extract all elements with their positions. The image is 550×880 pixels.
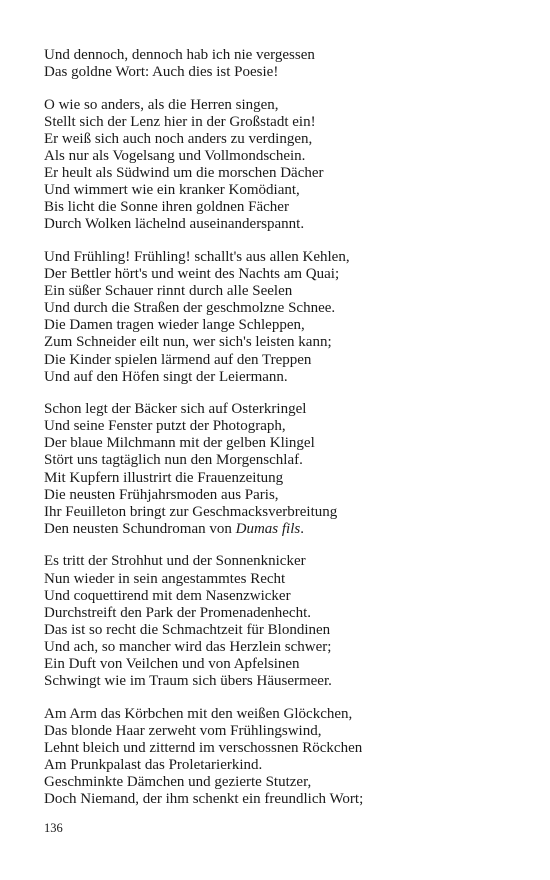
poem-text xyxy=(44,47,524,824)
poem-line: Ihr Feuilleton bringt zur Geschmacksverbreitung xyxy=(44,503,338,520)
poem-line: Geschminkte Dämchen und gezierte Stutzer, xyxy=(44,774,312,791)
page-number: 136 xyxy=(44,821,63,835)
poem-line: Ein süßer Schauer rinnt durch alle Seelen xyxy=(44,283,293,300)
poem-line: Und dennoch, dennoch hab ich nie vergessen xyxy=(44,47,315,63)
poem-line: Als nur als Vogelsang und Vollmondschein. xyxy=(44,147,306,164)
poem-line: Ein Duft von Veilchen und von Apfelsinen xyxy=(44,656,300,672)
poem-line: Zum Schneider eilt nun, wer sich's leisten kann; xyxy=(44,334,332,351)
stanza-6 xyxy=(44,706,524,809)
poem-line: Nun wieder in sein angestammtes Recht xyxy=(44,570,286,587)
poem-line: Und ach, so mancher wird das Herzlein schwer; xyxy=(44,638,332,655)
italic-title: Dumas fils xyxy=(235,520,301,537)
poem-line: Und durch die Straßen der geschmolzne Schnee. xyxy=(44,300,336,317)
poem-line: Doch Niemand, der ihm schenkt ein freundlich Wort; xyxy=(44,791,364,808)
poem-line: Mit Kupfern illustrirt die Frauenzeitung xyxy=(44,469,284,486)
poem-line: Am Arm das Körbchen mit den weißen Glöckchen, xyxy=(44,705,353,722)
poem-line: Bis licht die Sonne ihren goldnen Fächer xyxy=(44,199,289,216)
stanza-3 xyxy=(44,249,524,386)
poem-line: Das ist so recht die Schmachtzeit für Blondinen xyxy=(44,621,331,638)
poem-line: Schwingt wie im Traum sich übers Häusermeer. xyxy=(44,673,332,690)
poem-line: Das blonde Haar zerweht vom Frühlingswind, xyxy=(44,722,322,739)
poem-line: Und auf den Höfen singt der Leiermann. xyxy=(44,368,288,385)
poem-line: Und Frühling! Frühling! schallt's aus allen Kehlen, xyxy=(44,248,350,265)
poem-line xyxy=(44,521,524,538)
poem-line: Schon legt der Bäcker sich auf Osterkringel xyxy=(44,401,307,418)
stanza-4 xyxy=(44,401,524,538)
line-punctuation: . xyxy=(300,520,304,537)
poem-line: Und wimmert wie ein kranker Komödiant, xyxy=(44,182,300,199)
poem-line: Und seine Fenster putzt der Photograph, xyxy=(44,418,286,435)
poem-line: Die Damen tragen wieder lange Schleppen, xyxy=(44,317,305,334)
poem-line: Der blaue Milchmann mit der gelben Klingel xyxy=(44,435,315,452)
line-text: Den neusten Schundroman von xyxy=(44,520,236,537)
poem-line: Durchstreift den Park der Promenadenhecht. xyxy=(44,604,311,621)
poem-line: Es tritt der Strohhut und der Sonnenknicker xyxy=(44,553,306,570)
poem-line: Stört uns tagtäglich nun den Morgenschlaf. xyxy=(44,452,303,469)
poem-line: Der Bettler hört's und weint des Nachts am Quai; xyxy=(44,266,340,283)
poem-line: Am Prunkpalast das Proletarierkind. xyxy=(44,756,263,773)
poem-line: Stellt sich der Lenz hier in der Großstadt ein! xyxy=(44,113,316,130)
poem-line: Er heult als Südwind um die morschen Dächer xyxy=(44,165,324,182)
poem-line: Er weiß sich auch noch anders zu verdingen, xyxy=(44,130,313,147)
poem-line: Lehnt bleich und zitternd im verschossnen Röckchen xyxy=(44,739,363,756)
poem-line: Und coquettirend mit dem Nasenzwicker xyxy=(44,587,291,604)
poem-line: Die neusten Frühjahrsmoden aus Paris, xyxy=(44,486,279,503)
stanza-2 xyxy=(44,97,524,234)
poem-line: O wie so anders, als die Herren singen, xyxy=(44,96,279,113)
poem-line: Das goldne Wort: Auch dies ist Poesie! xyxy=(44,64,279,81)
stanza-5 xyxy=(44,553,524,690)
stanza-1 xyxy=(44,47,524,81)
poem-line: Die Kinder spielen lärmend auf den Treppen xyxy=(44,351,312,368)
poem-line: Durch Wolken lächelnd auseinanderspannt. xyxy=(44,216,305,233)
